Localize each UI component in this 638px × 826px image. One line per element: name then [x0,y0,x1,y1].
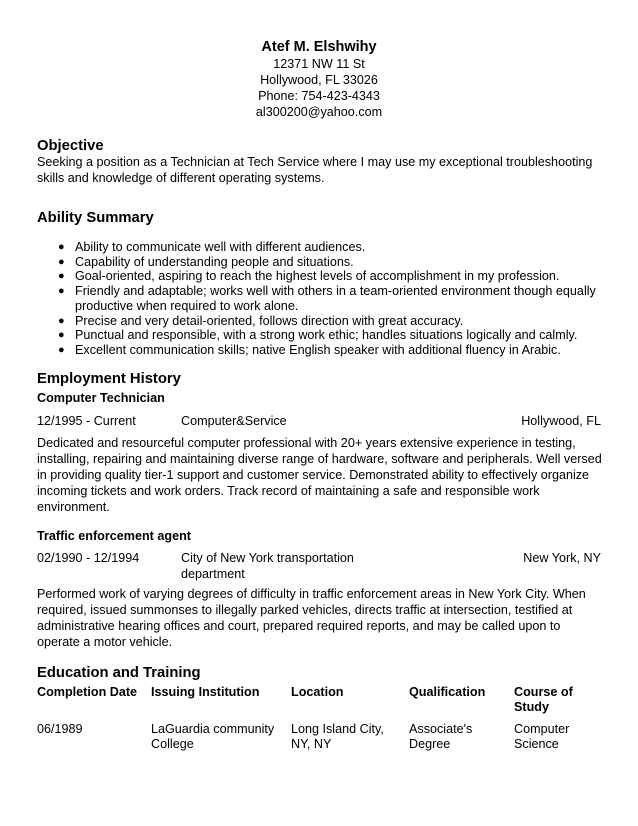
contact-header [0,38,638,120]
cell-line: Long Island City, [291,722,384,736]
list-item [37,284,607,313]
list-item-text: Precise and very detail-oriented, follows direction with great accuracy. [75,313,464,328]
col-header-location: Location [291,685,344,699]
job-employer [181,550,354,582]
edu-date: 06/1989 [37,722,83,736]
cell-line: NY, NY [291,737,332,751]
list-item [37,328,607,343]
cell-line: LaGuardia community [151,722,275,736]
objective-text [37,154,617,186]
ability-heading: Ability Summary [37,210,154,226]
employer-line: department [181,567,245,581]
col-header-course [514,685,573,715]
email-address: al300200@yahoo.com [255,105,383,119]
edu-institution [151,722,274,752]
bullet-icon: ● [58,270,65,283]
description-line: installing, repairing and maintaining diverse range of hardware, software and peripherals. Well versed [37,452,602,466]
applicant-name: Atef M. Elshwihy [261,39,377,55]
description-line: in providing quality tier-1 support and customer service. Demonstrated ability to effectively organize [37,468,590,482]
description-line: Performed work of varying degrees of difficulty in traffic enforcement areas in New York City. When [37,587,586,601]
job-title: Traffic enforcement agent [37,529,191,543]
list-item [37,255,607,270]
edu-course [514,722,569,752]
job-dates: 12/1995 - Current [37,414,136,428]
list-item [37,343,607,358]
job-employer: Computer&Service [181,414,287,428]
cell-line: College [151,737,194,751]
cell-line: Computer [514,722,570,736]
job-location: Hollywood, FL [521,414,601,428]
bullet-icon: ● [58,329,65,342]
objective-line: Seeking a position as a Technician at Tech Service where I may use my exceptional troubleshooting [37,155,593,169]
description-line: operate a motor vehicle. [37,635,173,649]
list-item-text: Punctual and responsible, with a strong work ethic; handles situations logically and calmly. [75,328,578,343]
description-line: incoming tickets and work orders. Track record of maintaining a safe and responsible work [37,484,540,498]
col-header-line: Course of [514,685,573,699]
education-heading: Education and Training [37,665,201,681]
list-item-text: Goal-oriented, aspiring to reach the highest levels of accomplishment in my profession. [75,269,560,284]
list-item-text: Friendly and adaptable; works well with others in a team-oriented environment though equally productive when required to work alone. [75,284,596,313]
description-line: required, issued summonses to illegally parked vehicles, directs traffic at intersection, testified at [37,603,573,617]
employment-heading: Employment History [37,371,181,387]
job-description [37,435,617,515]
phone-number: Phone: 754-423-4343 [258,89,380,103]
list-item-text: Capability of understanding people and situations. [75,254,354,269]
bullet-icon: ● [58,285,65,298]
edu-qualification [409,722,472,752]
col-header-completion-date: Completion Date [37,685,138,699]
cell-line: Associate's [409,722,473,736]
col-header-institution: Issuing Institution [151,685,260,699]
cell-line: Degree [409,737,451,751]
edu-location [291,722,384,752]
list-item [37,314,607,329]
description-line: environment. [37,500,110,514]
objective-heading: Objective [37,138,104,154]
bullet-icon: ● [58,343,65,356]
ability-list [37,240,607,358]
list-item-text: Excellent communication skills; native English speaker with additional fluency in Arabic. [75,342,561,357]
job-location: New York, NY [523,551,601,565]
list-item-text: Ability to communicate well with different audiences. [75,240,366,254]
bullet-icon: ● [58,314,65,327]
description-line: administrative hearing offices and court, prepared required reports, and may be called upon to [37,619,561,633]
col-header-qualification: Qualification [409,685,486,699]
objective-line: skills and knowledge of different operating systems. [37,171,325,185]
list-item [37,240,607,255]
bullet-icon: ● [58,255,65,268]
job-dates: 02/1990 - 12/1994 [37,551,140,565]
col-header-line: Study [514,700,549,714]
cell-line: Science [514,737,559,751]
job-description [37,586,617,650]
employer-line: City of New York transportation [181,551,354,565]
job-title: Computer Technician [37,391,165,405]
city-state-zip: Hollywood, FL 33026 [260,73,378,87]
list-item [37,269,607,284]
street-address: 12371 NW 11 St [273,57,365,71]
description-line: Dedicated and resourceful computer professional with 20+ years extensive experience in testing, [37,436,576,450]
bullet-icon: ● [58,241,65,253]
